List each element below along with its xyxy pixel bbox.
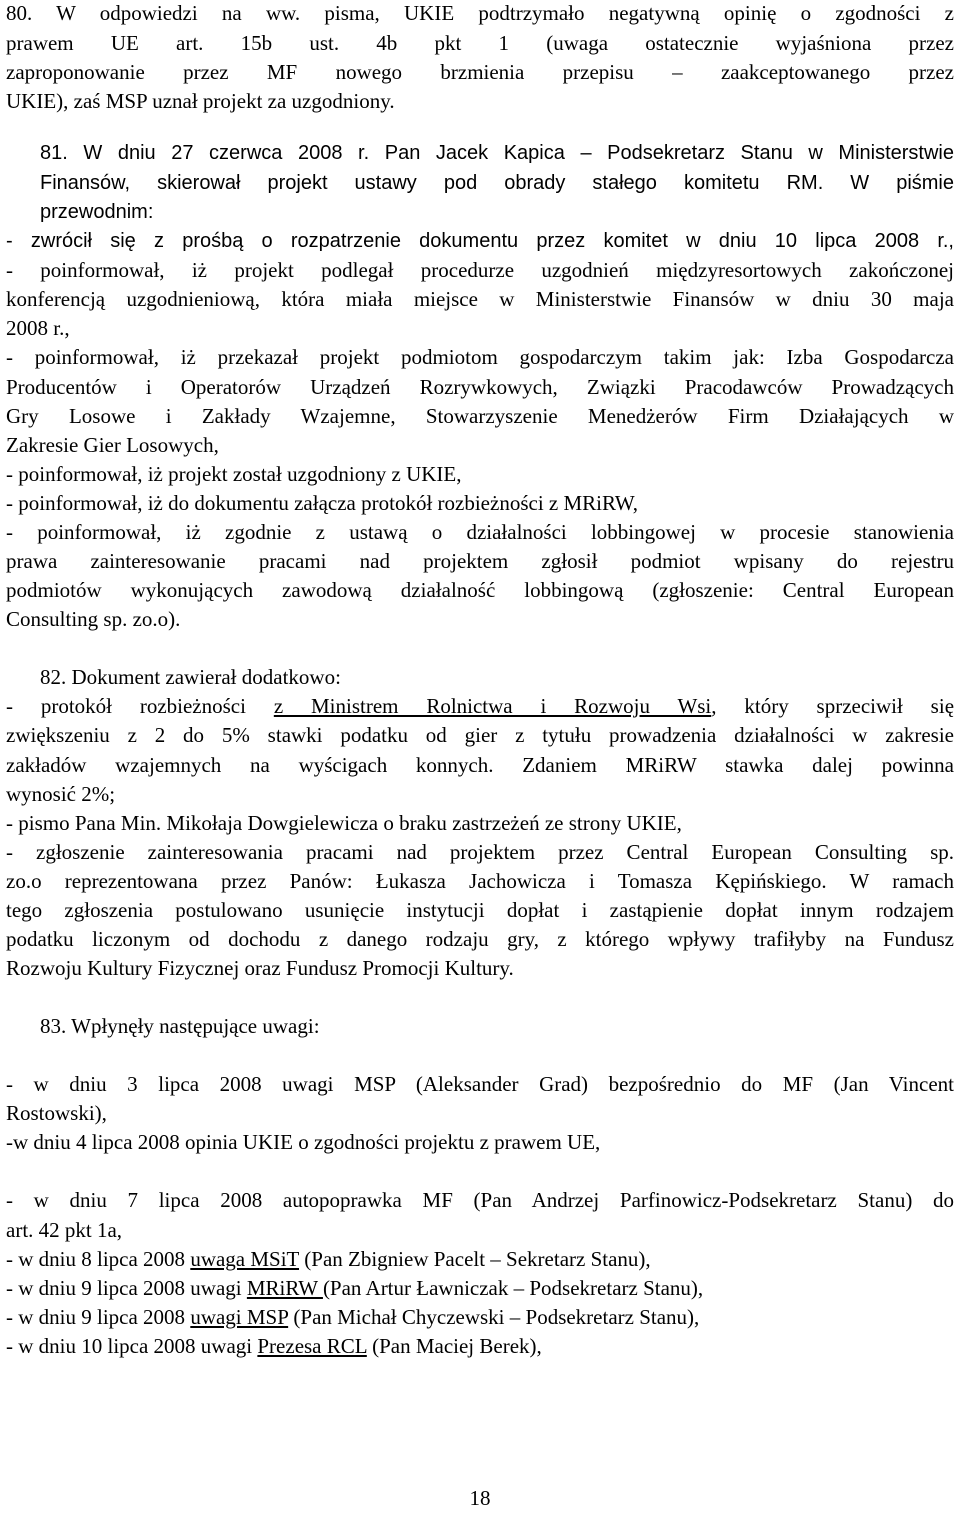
p81-line-9: Producentów i Operatorów Urządzeń Rozrywkowych, Związki Pracodawców Prowadzących	[6, 375, 954, 399]
p81-line-1: 81. W dniu 27 czerwca 2008 r. Pan Jacek Kapica – Podsekretarz Stanu w Ministerstwie	[40, 142, 954, 164]
p83-line-1: 83. Wpłynęły następujące uwagi:	[40, 1014, 320, 1038]
p83-line-7-start: - w dniu 8 lipca 2008	[6, 1247, 191, 1271]
p83-line-9-end: (Pan Michał Chyczewski – Podsekretarz Stanu),	[288, 1305, 700, 1329]
p83-line-10-end: (Pan Maciej Berek),	[366, 1334, 542, 1358]
p83-line-6: art. 42 pkt 1a,	[6, 1218, 123, 1242]
p81-line-10: Gry Losowe i Zakłady Wzajemne, Stowarzyszenie Menedżerów Firm Działających w	[6, 404, 954, 428]
p81-line-8: - poinformował, iż przekazał projekt podmiotom gospodarczym takim jak: Izba Gospodarcza	[6, 345, 954, 369]
p83-line-9-start: - w dniu 9 lipca 2008	[6, 1305, 191, 1329]
p81-line-15: prawa zainteresowanie pracami nad projektem zgłosił podmiot wpisany do rejestru	[6, 549, 954, 573]
p82-line-11: Rozwoju Kultury Fizycznej oraz Fundusz Promocji Kultury.	[6, 956, 514, 980]
p82-line-5: wynosić 2%;	[6, 782, 116, 806]
page-number: 18	[469, 1486, 491, 1510]
p81-line-2: Finansów, skierował projekt ustawy pod obrady stałego komitetu RM. W piśmie	[40, 172, 954, 194]
p83-line-7	[6, 1244, 954, 1274]
p81-line-11: Zakresie Gier Losowych,	[6, 433, 219, 457]
p81-line-7: 2008 r.,	[6, 316, 70, 340]
p81-line-3: przewodnim:	[40, 201, 154, 223]
p83-line-8	[6, 1273, 954, 1303]
p80-line-1: 80. W odpowiedzi na ww. pisma, UKIE podtrzymało negatywną opinię o zgodności z	[6, 1, 954, 25]
p83-line-7-end: (Pan Zbigniew Pacelt – Sekretarz Stanu),	[299, 1247, 651, 1271]
p83-line-8-start: - w dniu 9 lipca 2008 uwagi	[6, 1276, 247, 1300]
ministry-agriculture-link: z Ministrem Rolnictwa i Rozwoju Wsi	[273, 694, 712, 718]
p83-line-5: - w dniu 7 lipca 2008 autopoprawka MF (Pan Andrzej Parfinowicz-Podsekretarz Stanu) do	[6, 1188, 954, 1212]
p83-line-10	[6, 1331, 954, 1361]
p81-line-4: - zwrócił się z prośbą o rozpatrzenie dokumentu przez komitet w dniu 10 lipca 2008 r.,	[6, 230, 954, 252]
p82-line-4: zakładów wzajemnych na wyścigach konnych. Zdaniem MRiRW stawka dalej powinna	[6, 753, 954, 777]
p82-line-10: podatku liczonym od dochodu z danego rodzaju gry, z którego wpływy trafiłyby na Fundusz	[6, 927, 954, 951]
p81-line-14: - poinformował, iż zgodnie z ustawą o działalności lobbingowej w procesie stanowienia	[6, 520, 954, 544]
p81-line-6: konferencją uzgodnieniową, która miała miejsce w Ministerstwie Finansów w dniu 30 maja	[6, 287, 954, 311]
p81-line-13: - poinformował, iż do dokumentu załącza protokół rozbieżności z MRiRW,	[6, 491, 638, 515]
p82-line-3: zwiększeniu z 2 do 5% stawki podatku od gier z tytułu prowadzenia działalności w zakresie	[6, 723, 954, 747]
p83-line-3: Rostowski),	[6, 1101, 107, 1125]
rcl-link: Prezesa RCL	[257, 1334, 367, 1358]
p80-line-3: zaproponowanie przez MF nowego brzmienia przepisu – zaakceptowanego przez	[6, 60, 954, 84]
p81-line-12: - poinformował, iż projekt został uzgodniony z UKIE,	[6, 462, 462, 486]
p83-line-2: - w dniu 3 lipca 2008 uwagi MSP (Aleksander Grad) bezpośrednio do MF (Jan Vincent	[6, 1072, 954, 1096]
p82-line-6: - pismo Pana Min. Mikołaja Dowgielewicza o braku zastrzeżeń ze strony UKIE,	[6, 811, 682, 835]
msit-link: uwaga MSiT	[190, 1247, 300, 1271]
p83-line-4: -w dniu 4 lipca 2008 opinia UKIE o zgodności projektu z prawem UE,	[6, 1130, 601, 1154]
p83-line-9	[6, 1302, 954, 1332]
p82-line-2-start: - protokół rozbieżności	[6, 694, 246, 718]
p80-line-2: prawem UE art. 15b ust. 4b pkt 1 (uwaga ostatecznie wyjaśniona przez	[6, 31, 954, 55]
p82-line-2	[6, 691, 954, 721]
p82-line-2-end: , który sprzeciwił się	[711, 694, 955, 718]
p81-line-17: Consulting sp. zo.o).	[6, 607, 181, 631]
msp-link: uwagi MSP	[190, 1305, 289, 1329]
p82-line-9: tego zgłoszenia postulowano usunięcie instytucji dopłat i zastąpienie dopłat innym rodzajem	[6, 898, 954, 922]
p82-line-8: zo.o reprezentowana przez Panów: Łukasza Jachowicza i Tomasza Kępińskiego. W ramach	[6, 869, 954, 893]
p82-line-1: 82. Dokument zawierał dodatkowo:	[40, 665, 341, 689]
p83-line-10-start: - w dniu 10 lipca 2008 uwagi	[6, 1334, 258, 1358]
p82-line-7: - zgłoszenie zainteresowania pracami nad projektem przez Central European Consulting sp.	[6, 840, 954, 864]
p83-line-8-end: (Pan Artur Ławniczak – Podsekretarz Stanu),	[322, 1276, 704, 1300]
p80-line-4: UKIE), zaś MSP uznał projekt za uzgodniony.	[6, 89, 395, 113]
p81-line-5: - poinformował, iż projekt podlegał procedurze uzgodnień międzyresortowych zakończonej	[6, 258, 954, 282]
mrirw-link: MRiRW	[246, 1276, 323, 1300]
p81-line-16: podmiotów wykonujących zawodową działalność lobbingową (zgłoszenie: Central European	[6, 578, 954, 602]
